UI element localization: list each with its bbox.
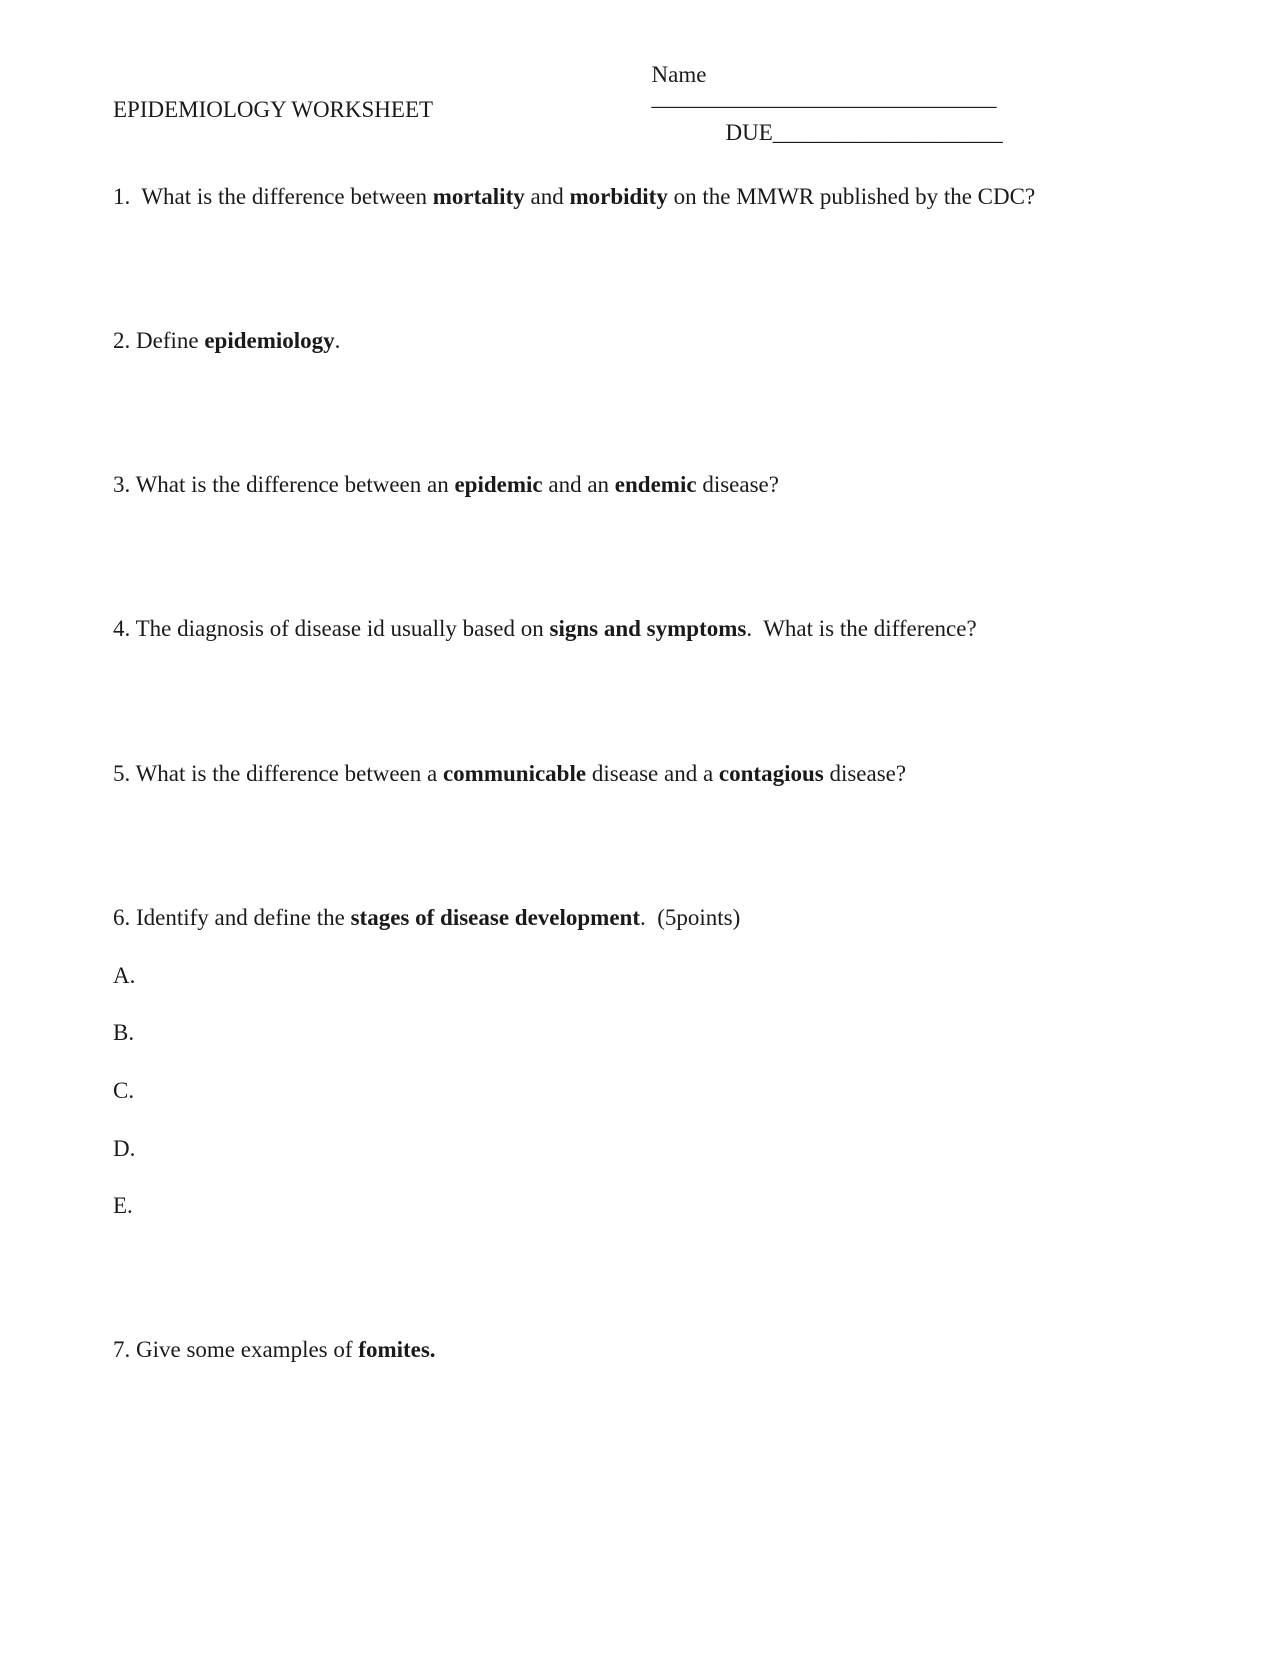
key-term: endemic <box>614 472 697 497</box>
question-text: and an <box>542 472 615 497</box>
stage-label-d: D. <box>113 1136 136 1161</box>
key-term: contagious <box>718 761 824 786</box>
question-3 <box>113 473 779 496</box>
stage-label-b: B. <box>113 1020 135 1045</box>
stage-label-e: E. <box>113 1193 133 1218</box>
question-text: Identify and define the <box>136 905 351 930</box>
stage-label-c: C. <box>113 1078 135 1103</box>
question-text: disease and a <box>586 761 719 786</box>
key-term: morbidity <box>569 184 668 209</box>
due-blank[interactable]: ____________________ <box>772 120 1003 145</box>
question-7 <box>113 1338 436 1361</box>
due-field-row <box>714 98 1003 144</box>
question-number: 6. <box>113 905 136 930</box>
question-2 <box>113 329 340 352</box>
question-text: disease? <box>823 761 907 786</box>
key-term: fomites. <box>358 1337 436 1362</box>
question-number: 7. <box>113 1337 136 1362</box>
key-term: epidemic <box>454 472 543 497</box>
question-5 <box>113 762 906 785</box>
name-label: Name <box>651 62 707 87</box>
question-text: and <box>524 184 570 209</box>
question-text: What is the difference between a <box>135 761 443 786</box>
question-number: 5. <box>113 761 136 786</box>
key-term: stages of disease development <box>350 905 640 930</box>
question-number: 2. <box>113 328 136 353</box>
question-text: What is the difference between <box>141 184 433 209</box>
question-4 <box>113 617 977 640</box>
question-number: 1. <box>113 184 142 209</box>
question-number: 3. <box>113 472 136 497</box>
question-text: . <box>334 328 341 353</box>
stage-label-a: A. <box>113 963 136 988</box>
question-text: . What is the difference? <box>746 616 977 641</box>
question-6 <box>113 906 740 929</box>
key-term: communicable <box>442 761 587 786</box>
name-blank[interactable]: ______________________________ <box>651 85 997 110</box>
question-text: disease? <box>696 472 779 497</box>
key-term: signs and symptoms <box>549 616 747 641</box>
question-text: . (5points) <box>639 905 741 930</box>
question-number: 4. <box>113 616 136 641</box>
question-text: on the MMWR published by the CDC? <box>667 184 1036 209</box>
key-term: epidemiology <box>204 328 335 353</box>
question-text: The diagnosis of disease id usually based on <box>135 616 550 641</box>
key-term: mortality <box>432 184 525 209</box>
question-1 <box>113 185 1035 208</box>
question-text: Give some examples of <box>136 1337 359 1362</box>
question-text: Define <box>136 328 205 353</box>
worksheet-title: EPIDEMIOLOGY WORKSHEET <box>113 97 434 122</box>
due-label: DUE <box>725 120 773 145</box>
question-text: What is the difference between an <box>135 472 455 497</box>
